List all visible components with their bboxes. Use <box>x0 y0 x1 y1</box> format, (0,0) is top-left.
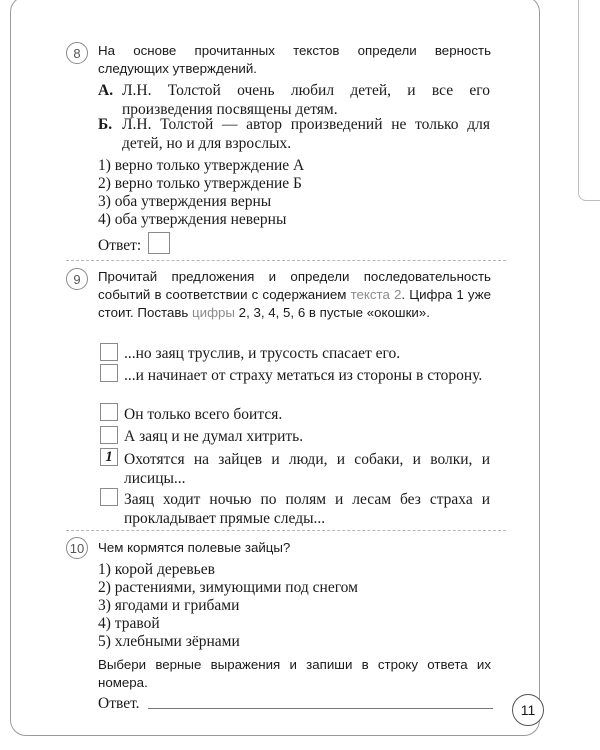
task-10-answer-label: Ответ. <box>98 695 140 712</box>
separator <box>66 530 506 531</box>
task-8-statement-a-label: А. <box>98 82 114 99</box>
task-8-option-4: 4) оба утверждения неверны <box>98 211 287 228</box>
task-9-order-box-6[interactable] <box>100 488 118 506</box>
separator <box>66 260 506 261</box>
task-8-statement-b: Л.Н. Толстой — автор произведений не только для детей, но и для взрослых. <box>122 116 490 152</box>
task-9-item-1: ...но заяц труслив, и трусость спасает его. <box>124 345 401 362</box>
task-8-option-2: 2) верно только утверждение Б <box>98 175 302 192</box>
task-9-order-box-5[interactable]: 1 <box>100 448 118 466</box>
task-9-item-3: Он только всего боится. <box>124 406 283 423</box>
task-9-item-6: Заяц ходит ночью по полям и лесам без страха и прокладывает прямые следы... <box>124 491 490 527</box>
task-10-number: 10 <box>66 537 88 559</box>
page-edge-tab <box>578 0 600 201</box>
task-10-option-1: 1) корой деревьев <box>98 561 215 578</box>
task-9-item-5: Охотятся на зайцев и люди, и собаки, и волки, и лисицы... <box>124 451 490 487</box>
task-10-option-5: 5) хлебными зёрнами <box>98 633 240 650</box>
task-9-number: 9 <box>66 268 88 290</box>
task-9-question: Прочитай предложения и определи последовательность событий в соответствии с содержанием текста 2. Цифра 1 уже стоит. Поставь цифры 2, 3, 4, 5, 6 в пустые «окошки». <box>98 269 491 320</box>
task-8-statement-a: Л.Н. Толстой очень любил детей, и все его произведения посвящены детям. <box>122 82 490 118</box>
task-8-statement-b-label: Б. <box>98 116 113 133</box>
task-8-answer-box[interactable] <box>148 232 170 254</box>
task-10-question: Чем кормятся полевые зайцы? <box>98 540 291 555</box>
task-10-option-4: 4) травой <box>98 615 160 632</box>
page-number: 11 <box>512 694 544 726</box>
task-9-digits-word: цифры <box>192 305 235 320</box>
task-9-text-reference: текста 2 <box>350 287 402 302</box>
task-9-order-box-4[interactable] <box>100 426 118 444</box>
task-8-question: На основе прочитанных текстов определи верность следующих утверждений. <box>98 43 491 76</box>
task-10-option-2: 2) растениями, зимующими под снегом <box>98 579 358 596</box>
task-10-instruction: Выбери верные выражения и запиши в строку ответа их номера. <box>98 657 491 690</box>
task-8-answer-label: Ответ: <box>98 237 142 254</box>
task-9-item-2: ...и начинает от страху метаться из стороны в сторону. <box>124 367 483 384</box>
task-9-order-box-1[interactable] <box>100 343 118 361</box>
task-8-number: 8 <box>66 42 88 64</box>
task-9-order-box-3[interactable] <box>100 403 118 421</box>
task-8-option-3: 3) оба утверждения верны <box>98 193 272 210</box>
task-8-option-1: 1) верно только утверждение А <box>98 157 305 174</box>
task-9-order-box-2[interactable] <box>100 364 118 382</box>
task-10-option-3: 3) ягодами и грибами <box>98 597 240 614</box>
task-9-item-4: А заяц и не думал хитрить. <box>124 428 304 445</box>
task-10-answer-line[interactable] <box>148 708 493 709</box>
